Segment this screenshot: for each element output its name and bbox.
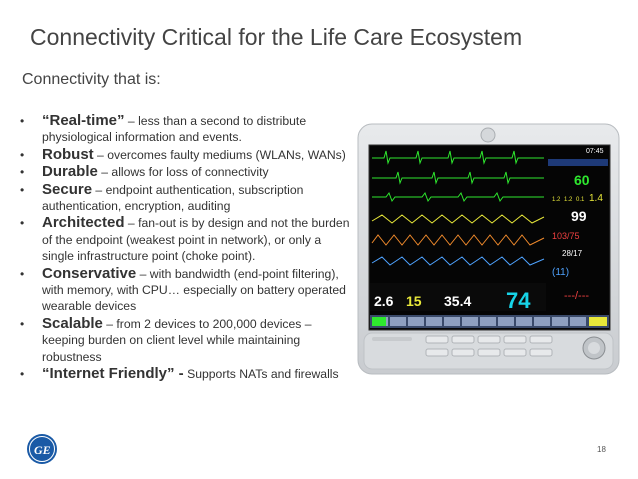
nibp2-value: 28/17 — [562, 249, 583, 258]
bullet-desc: – allows for loss of connectivity — [97, 165, 269, 180]
bullet-desc: Supports NATs and firewalls — [183, 367, 339, 382]
nibp-value: 103/75 — [552, 231, 580, 241]
st-value: 1.2 — [564, 197, 573, 203]
bullet-desc: – overcomes faulty mediums (WLANs, WANs) — [93, 147, 346, 162]
slide-subtitle: Connectivity that is: — [22, 71, 161, 88]
slide-title: Connectivity Critical for the Life Care Ecosystem — [30, 24, 523, 50]
bullet-item — [20, 182, 355, 215]
bullet-list — [20, 113, 355, 384]
bottom-value: 35.4 — [444, 293, 472, 309]
bullet-term: Robust — [42, 145, 94, 163]
bullet-dot: • — [20, 165, 25, 180]
bullet-term: “Real-time” — [42, 112, 125, 129]
bullet-dot: • — [20, 367, 25, 382]
bullet-desc: – from 2 devices to 200,000 devices – keeping burden on client level while maintaining robustness — [42, 316, 312, 364]
bullet-dot: • — [20, 114, 25, 128]
st-value: 1.2 — [552, 197, 561, 203]
bullet-item — [20, 266, 355, 315]
art2-value: ---/--- — [564, 290, 590, 302]
bullet-term: Secure — [42, 180, 93, 198]
bullet-item — [20, 366, 355, 382]
bullet-dot: • — [20, 266, 25, 281]
bullet-item — [20, 113, 355, 146]
st-value: 0.1 — [576, 197, 585, 203]
ge-logo-text: GE — [34, 443, 51, 457]
bullet-term: Durable — [42, 163, 98, 181]
bullet-dot: • — [20, 147, 25, 162]
patient-monitor-image — [356, 123, 621, 376]
bottom-value: 15 — [406, 293, 422, 309]
ge-logo — [26, 433, 58, 465]
hr-value: 60 — [574, 172, 590, 188]
art-value: (11) — [552, 267, 570, 278]
page-number: 18 — [597, 445, 606, 454]
ge-badge-icon — [481, 128, 495, 142]
monitor-time: 07:45 — [586, 148, 604, 155]
bullet-item — [20, 215, 355, 264]
bullet-item — [20, 147, 355, 163]
bullet-dot: • — [20, 182, 25, 197]
bullet-term: Scalable — [42, 314, 103, 332]
bullet-term: “Internet Friendly” - — [42, 365, 184, 383]
bullet-term: Architected — [42, 214, 125, 232]
bullet-dot: • — [20, 216, 25, 231]
bullet-item — [20, 316, 355, 365]
bottom-value: 2.6 — [374, 293, 394, 309]
bullet-desc: – with bandwidth (end-point filtering), with memory, with CPU… especially on battery operated wearable devices — [42, 266, 346, 314]
bullet-desc: – fan-out is by design and not the burden of the endpoint (weakest point in network), or only a single infrastructure point (choke point). — [42, 216, 350, 264]
bullet-item — [20, 164, 355, 180]
spo2-value: 99 — [571, 208, 587, 224]
bottom-value: 74 — [506, 288, 531, 313]
st-value: 1.4 — [589, 193, 603, 204]
bullet-term: Conservative — [42, 264, 137, 282]
bullet-desc: – endpoint authentication, subscription authentication, encryption, auditing — [42, 182, 304, 214]
bullet-dot: • — [20, 316, 25, 331]
bullet-desc: – less than a second to distribute physiological information and events. — [42, 114, 307, 145]
